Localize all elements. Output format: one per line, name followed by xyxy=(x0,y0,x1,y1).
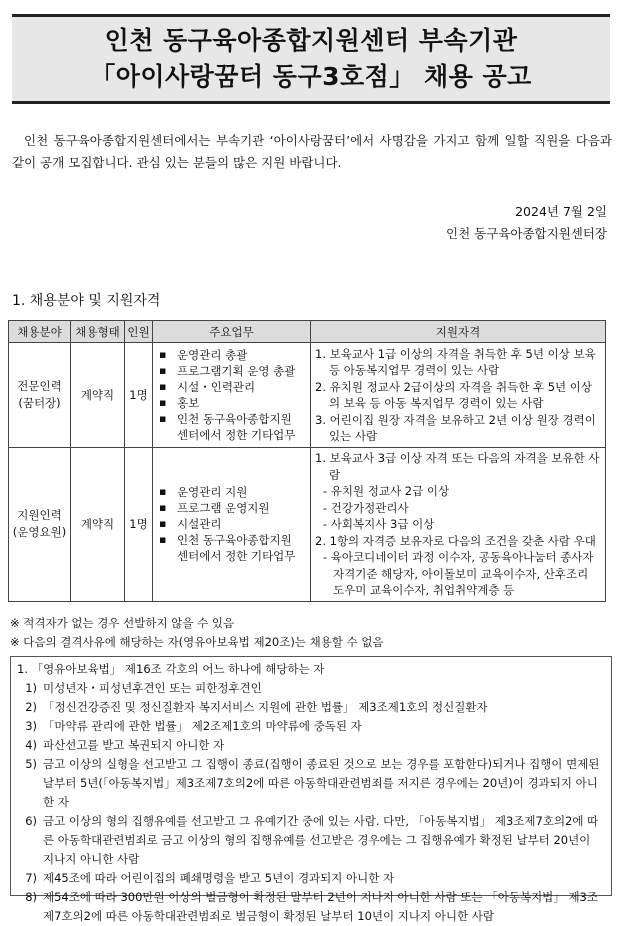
disqualification-heading: 1. 「영유아보육법」 제16조 각호의 어느 하나에 해당하는 자 xyxy=(17,662,325,676)
item-number: 1) xyxy=(25,681,37,695)
duty-item: ▪ 시설관리 xyxy=(159,516,306,532)
cell-qualifications xyxy=(311,448,606,602)
duty-item: ▪ 홍보 xyxy=(159,395,306,411)
header-duties: 주요업무 xyxy=(153,321,311,343)
qualification-item: 1. 보육교사 3급 이상 자격 또는 다음의 자격을 보유한 사람 xyxy=(315,451,600,482)
note-line: ※ 다음의 결격사유에 해당하는 자(영유아보육법 제20조)는 채용할 수 없음 xyxy=(10,635,384,649)
item-number: 6) xyxy=(25,814,37,828)
title-box xyxy=(12,14,610,104)
disqualification-item xyxy=(17,679,605,698)
item-number: 2) xyxy=(25,700,37,714)
qualification-item: 2. 유치원 정교사 2급이상의 자격을 취득한 후 5년 이상의 보육 등 아동 복지업무 경력이 있는 사람 xyxy=(315,379,593,410)
disqualification-item xyxy=(17,717,605,736)
item-number: 8) xyxy=(25,890,37,904)
title-line-1: 인천 동구육아종합지원센터 부속기관 xyxy=(104,26,518,55)
qualification-item: 3. 어린이집 원장 자격을 보유하고 2년 이상 원장 경력이 있는 사람 xyxy=(315,412,596,443)
qualification-subitem: - 육아코디네이터 과정 이수자, 공동육아나눔터 종사자 자격기준 해당자, 아이돌보미 교육이수자, 산후조리 도우미 교육이수자, 취업취약계층 등 xyxy=(323,550,594,597)
duty-item: ▪ 시설・인력관리 xyxy=(159,379,306,395)
table-header-row xyxy=(9,321,606,343)
item-text: 「마약류 관리에 관한 법률」 제2조제1호의 마약류에 중독된 자 xyxy=(43,719,362,733)
disqualification-list xyxy=(17,679,605,926)
section-title: 1. 채용분야 및 지원자격 xyxy=(12,293,161,309)
item-text: 제45조에 따라 어린이집의 폐쇄명령을 받고 5년이 경과되지 아니한 자 xyxy=(43,871,395,885)
duties-list xyxy=(153,480,310,568)
disqualification-item xyxy=(17,812,605,869)
item-number: 7) xyxy=(25,871,37,885)
recruitment-table xyxy=(8,320,606,602)
qualification-subitem: - 유치원 정교사 2급 이상 xyxy=(323,484,450,498)
cell-count: 1명 xyxy=(125,343,153,448)
cell-field: 지원인력 (운영요원) xyxy=(9,448,71,602)
duty-item: ▪ 프로그램기획 운영 총괄 xyxy=(159,363,306,379)
disqualification-item xyxy=(17,869,605,888)
qualification-subitem: - 사회복지사 3급 이상 xyxy=(323,517,435,531)
item-text: 파산선고를 받고 복권되지 아니한 자 xyxy=(43,738,225,752)
item-number: 5) xyxy=(25,757,37,771)
notes xyxy=(10,614,384,652)
cell-qualifications xyxy=(311,343,606,448)
item-text: 금고 이상의 형의 집행유예를 선고받고 그 유예기간 중에 있는 사람. 다만, 「아동복지법」 제3조제7호의2에 따른 아동학대관련범죄로 금고 이상의 형의 집행유예를 선고받은 경우에는 그 집행유예가 확정된 날부터 20년이 지나지 아니한 사람 xyxy=(43,814,599,866)
duty-item: ▪ 프로그램 운영지원 xyxy=(159,500,306,516)
note-line: ※ 적격자가 없는 경우 선발하지 않을 수 있음 xyxy=(10,616,235,630)
disqualification-item xyxy=(17,736,605,755)
item-number: 3) xyxy=(25,719,37,733)
item-text: 「정신건강증진 및 정신질환자 복지서비스 지원에 관한 법률」 제3조제1호의 정신질환자 xyxy=(43,700,488,714)
disqualification-item xyxy=(17,888,605,926)
table-row xyxy=(9,343,606,448)
item-number: 4) xyxy=(25,738,37,752)
header-field: 채용분야 xyxy=(9,321,71,343)
qualification-item: 2. 1항의 자격증 보유자로 다음의 조건을 갖춘 사람 우대 xyxy=(315,533,596,548)
header-qualifications: 지원자격 xyxy=(311,321,606,343)
duties-list xyxy=(153,343,310,447)
disqualification-item xyxy=(17,698,605,717)
announcement-date: 2024년 7월 2일 xyxy=(515,204,607,219)
item-text: 제54조에 따라 300만원 이상의 벌금형이 확정된 말부터 2년이 지나지 아니한 사람 또는 「아동복지법」 제3조제7호의2에 따른 아동학대관련범죄로 벌금형이 확정된 날부터 10년이 지나지 아니한 사람 xyxy=(43,890,598,923)
item-text: 금고 이상의 실형을 선고받고 그 집행이 종료(집행이 종료된 것으로 보는 경우를 포함한다)되거나 집행이 면제된 날부터 5년(「아동복지법」제3조제7호의2에 따른 아동학대관련범죄를 저지른 경우에는 20년)이 경과되지 아니한 자 xyxy=(43,757,600,809)
cell-duties xyxy=(153,343,311,448)
duty-item: ▪ 운영관리 지원 xyxy=(159,484,306,500)
cell-type: 계약직 xyxy=(71,448,125,602)
disqualification-item xyxy=(17,755,605,812)
header-type: 채용형태 xyxy=(71,321,125,343)
item-text: 미성년자・피성년후견인 또는 피한정후견인 xyxy=(43,681,262,695)
duty-item: ▪ 인천 동구육아종합지원 센터에서 정한 기타업무 xyxy=(159,411,306,443)
qualification-subitem: - 건강가정관리사 xyxy=(323,500,409,515)
duty-item: ▪ 인천 동구육아종합지원 센터에서 정한 기타업무 xyxy=(159,532,306,564)
disqualification-box xyxy=(10,656,612,923)
cell-type: 계약직 xyxy=(71,343,125,448)
duty-item: ▪ 운영관리 총괄 xyxy=(159,347,306,363)
cell-duties xyxy=(153,448,311,602)
intro-paragraph: 인천 동구육아종합지원센터에서는 부속기관 ‘아이사랑꿈터’에서 사명감을 가지고 함께 일할 직원을 다음과 같이 공개 모집합니다. 관심 있는 분들의 많은 지원 바랍니다. xyxy=(12,133,612,170)
qualification-item: 1. 보육교사 1급 이상의 자격을 취득한 후 5년 이상 보육 등 아동복지업무 경력이 있는 사람 xyxy=(315,346,596,377)
cell-field: 전문인력 (꿈터장) xyxy=(9,343,71,448)
header-count: 인원 xyxy=(125,321,153,343)
cell-count: 1명 xyxy=(125,448,153,602)
announcing-organization: 인천 동구육아종합지원센터장 xyxy=(446,226,607,241)
table-row xyxy=(9,448,606,602)
title-line-2: 「아이사랑꿈터 동구3호점」 채용 공고 xyxy=(90,62,532,91)
